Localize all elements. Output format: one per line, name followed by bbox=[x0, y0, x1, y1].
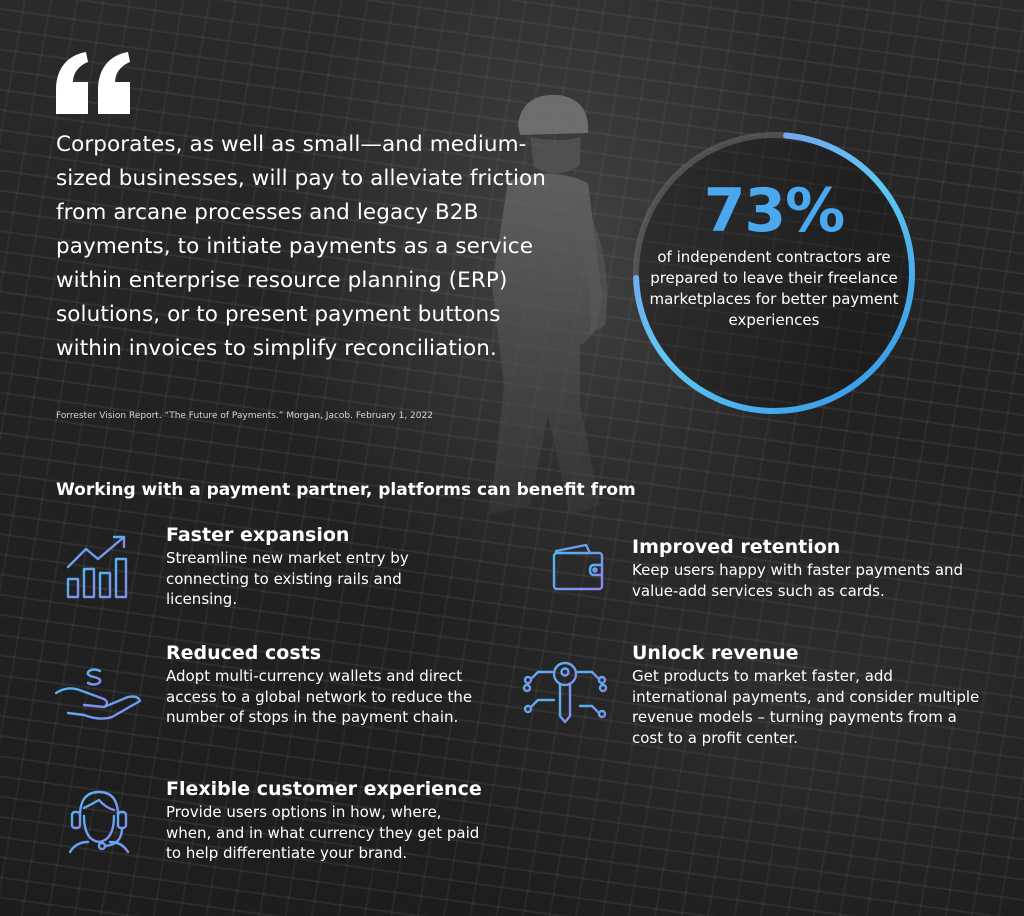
stat-caption: of independent contractors are prepared to leave their freelance marketplaces for better payment experiences bbox=[649, 248, 899, 329]
wallet-icon bbox=[524, 543, 608, 593]
quote-text: Corporates, as well as small—and medium-sized businesses, will pay to alleviate friction from arcane processes and legacy B2B payments, to initiate payments as a service within enterprise resource planning (ERP) solutions, or to present payment buttons within invoices to simplify reconciliation. bbox=[56, 132, 547, 361]
benefit-flexible-customer-experience bbox=[166, 778, 506, 864]
benefit-unlock-revenue bbox=[632, 642, 992, 748]
benefits-heading: Working with a payment partner, platforms can benefit from bbox=[56, 480, 636, 500]
benefit-reduced-costs bbox=[166, 642, 496, 728]
hand-dollar-icon bbox=[54, 665, 144, 721]
benefit-title: Reduced costs bbox=[166, 642, 322, 664]
benefit-description: Provide users options in how, where, when, and in what currency they get paid to help differentiate your brand. bbox=[166, 803, 480, 862]
benefit-title: Improved retention bbox=[632, 536, 841, 558]
benefit-title: Faster expansion bbox=[166, 524, 350, 546]
benefit-faster-expansion bbox=[166, 524, 486, 610]
stat-value: 73% bbox=[703, 176, 845, 246]
headset-agent-icon bbox=[66, 786, 132, 854]
benefit-description: Adopt multi-currency wallets and direct access to a global network to reduce the number of stops in the payment chain. bbox=[166, 667, 473, 726]
benefit-title: Flexible customer experience bbox=[166, 778, 482, 800]
benefit-description: Get products to market faster, add international payments, and consider multiple revenue models – turning payments from a cost to a profit center. bbox=[632, 667, 980, 747]
benefit-description: Keep users happy with faster payments and value-add services such as cards. bbox=[632, 561, 964, 600]
quotation-mark-icon bbox=[54, 50, 134, 116]
benefit-title: Unlock revenue bbox=[632, 642, 799, 664]
benefit-description: Streamline new market entry by connecting to existing rails and licensing. bbox=[166, 549, 409, 608]
quote-citation: Forrester Vision Report. “The Future of Payments.” Morgan, Jacob. February 1, 2022 bbox=[56, 411, 433, 421]
benefit-improved-retention bbox=[632, 536, 982, 601]
growth-chart-icon bbox=[64, 533, 134, 599]
key-circuit-icon bbox=[522, 660, 608, 726]
